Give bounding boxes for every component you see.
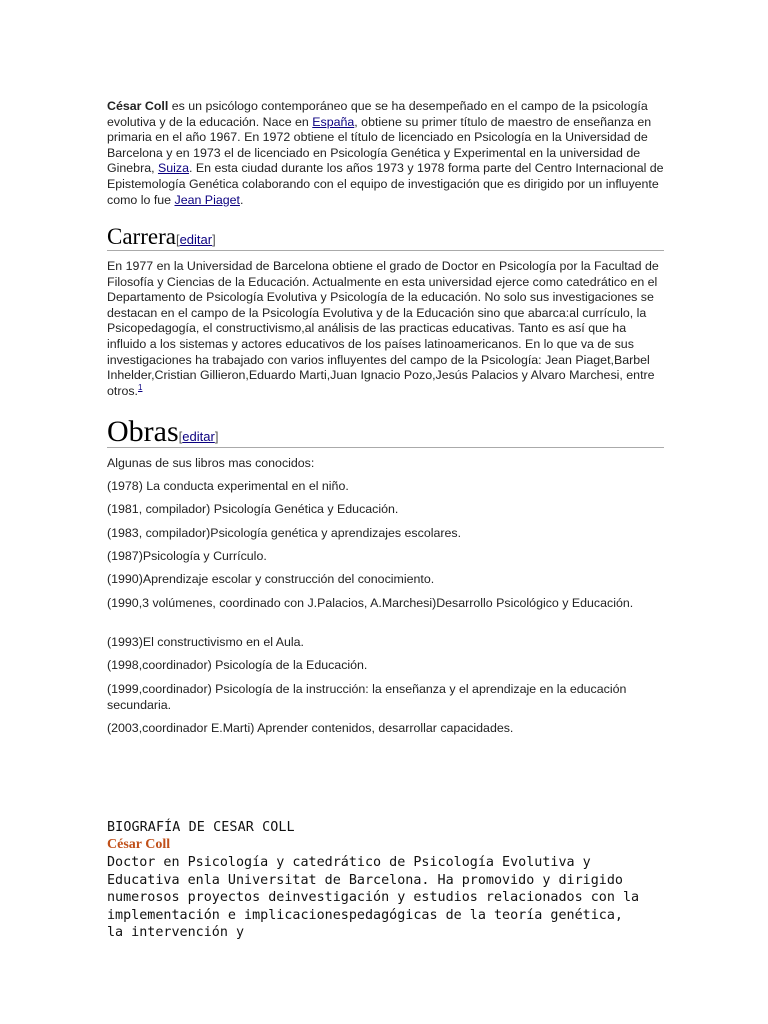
edit-bracket-open: [ <box>178 429 183 444</box>
intro-text-1: es un psicólogo contemporáneo que se ha desempeñado en el campo de la psicología evolutiva y de la educación. Nace en <box>107 99 648 129</box>
obras-edit-link[interactable]: editar <box>182 429 215 444</box>
carrera-edit-section <box>176 232 216 247</box>
espana-link[interactable]: España <box>312 114 355 129</box>
obra-list-item: (1990,3 volúmenes, coordinado con J.Palacios, A.Marchesi)Desarrollo Psicológico y Educación. <box>107 596 634 610</box>
obra-list-item: (2003,coordinador E.Marti) Aprender contenidos, desarrollar capacidades. <box>107 721 514 735</box>
carrera-paragraph <box>107 259 667 399</box>
edit-bracket-close: ] <box>214 429 219 444</box>
footnote-1-link[interactable]: 1 <box>138 382 143 392</box>
obra-list-item: (1983, compilador)Psicología genética y aprendizajes escolares. <box>107 526 462 540</box>
obras-edit-section <box>179 429 219 444</box>
obras-title: Obras <box>107 415 179 448</box>
obra-list-item: (1999,coordinador) Psicología de la instrucción: la enseñanza y el aprendizaje en la educación secundaria. <box>107 682 627 712</box>
edit-bracket-close: ] <box>212 232 216 247</box>
intro-text-3: . En esta ciudad durante los años 1973 y 1978 forma parte del Centro Internacional de Epistemología Genética colaborando con el equipo de investigación que es dirigido por un influyente como lo fue <box>107 161 664 207</box>
obra-list-item: (1990)Aprendizaje escolar y construcción del conocimiento. <box>107 572 435 586</box>
obras-intro-line: Algunas de sus libros mas conocidos: <box>107 456 315 470</box>
carrera-title: Carrera <box>107 224 176 249</box>
obra-list-item: (1978) La conducta experimental en el niño. <box>107 479 349 493</box>
intro-text-2: , obtiene su primer título de maestro de enseñanza en primaria en el año 1967. En 1972 obtiene el título de licenciado en Psicología en la Universidad de Barcelona y en 1973 el de licenciado en Psicología Genética y Experimental en la universidad de Ginebra, <box>107 114 652 176</box>
obra-list-item: (1981, compilador) Psicología Genética y Educación. <box>107 502 399 516</box>
obra-list-item: (1998,coordinador) Psicología de la Educación. <box>107 658 368 672</box>
obras-heading <box>107 416 664 448</box>
suiza-link[interactable]: Suiza <box>157 161 189 176</box>
intro-text-4: . <box>239 192 244 207</box>
carrera-edit-link[interactable]: editar <box>179 232 213 247</box>
carrera-heading <box>107 224 664 251</box>
biography-name: César Coll <box>107 837 171 852</box>
subject-name: César Coll <box>107 99 169 113</box>
intro-paragraph <box>107 99 667 208</box>
biography-title: BIOGRAFÍA DE CESAR COLL <box>107 820 295 835</box>
biography-text: Doctor en Psicología y catedrático de Psicología Evolutiva y Educativa enla Universitat de Barcelona. Ha promovido y dirigido numerosos proyectos deinvestigación y estudios relacionados con la implementación e implicacionespedagógicas de la teoría genética, la intervención y <box>107 855 640 941</box>
carrera-text: En 1977 en la Universidad de Barcelona obtiene el grado de Doctor en Psicología por la Facultad de Filosofía y Ciencias de la Educación. Actualmente en esta universidad ejerce como catedrático en el Departamento de Psicología Evolutiva y Psicología de la educación. No solo sus investigaciones se destacan en el campo de la Psicología Evolutiva y de la Educación sino que abarca:al currículo, la Psicopedagogía, el constructivismo,al análisis de las practicas educativas. Tanto es así que ha influido a los sistemas y actores educativos de los países latinoamericanos. En lo que va de sus investigaciones ha trabajado con varios influyentes del campo de la Psicología: Jean Piaget,Barbel Inhelder,Cristian Gillieron,Eduardo Marti,Juan Ignacio Pozo,Jesús Palacios y Alvaro Marchesi, entre otros. <box>107 259 659 398</box>
obra-list-item: (1993)El constructivismo en el Aula. <box>107 635 304 649</box>
obra-list-item: (1987)Psicología y Currículo. <box>107 549 267 563</box>
jean-piaget-link[interactable]: Jean Piaget <box>174 192 240 207</box>
edit-bracket-open: [ <box>175 232 180 247</box>
